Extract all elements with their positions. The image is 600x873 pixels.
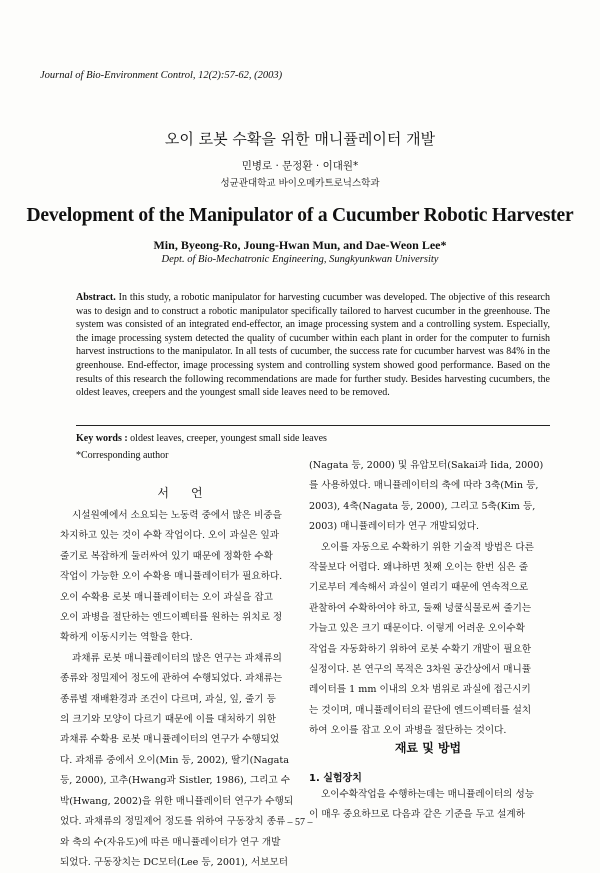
text-line: 등, 2000), 고추(Hwang과 Sistler, 1986), 그리고 수 [60, 775, 291, 787]
abstract-text: In this study, a robotic manipulator for harvesting cucumber was developed. The objective of this research was to design and to construct a robotic manipulator specifically tailored to harvest cucumber in the greenhouse. The system was consisted of an integrated end-effector, an image processing system and a controlling system. Especially, the image processing system detected the quality of cucumber within each plant in order for the computer to furnish harvest instructions to the manipulator. In all tests of cucumber, the success rate for cucumber harvest was 84% in the greenhouse. End-effector, image processing system and controlling system showed good performance. Based on the results of this research the following recommendations are made for further study. Besides harvesting cucumbers, the oldest leaves, creepers and the youngest small side leaves need to be removed. [76, 292, 550, 399]
text-line: 박(Hwang, 2002)을 위한 매니퓰레이터 연구가 수행되 [60, 795, 294, 807]
text-line: 하여 오이를 잡고 오이 과병을 절단하는 것이다. [309, 725, 507, 737]
page-number: – 57 – [287, 817, 313, 828]
english-authors: Min, Byeong-Ro, Joung-Hwan Mun, and Dae-Weon Lee* [153, 238, 447, 252]
text-line: 되었다. 구동장치는 DC모터(Lee 등, 2001), 서보모터 [60, 856, 289, 868]
text-line: 가늘고 있은 크기 때문이다. 이렇게 어려운 오이수확 [309, 623, 525, 635]
text-line: 다. 과채류 중에서 오이(Min 등, 2002), 딸기(Nagata [60, 754, 289, 766]
text-line: 2003), 4축(Nagata 등, 2000), 그리고 5축(Kim 등, [309, 500, 536, 512]
text-line: 의 크기와 모양이 다르기 때문에 이를 대처하기 위한 [60, 714, 276, 726]
text-line: 오이수확작업을 수행하는데는 매니퓰레이터의 성능 [321, 789, 535, 800]
text-line: 줄기로 복잡하게 둘러싸여 있기 때문에 정확한 수확 [60, 550, 273, 562]
section-divider [76, 425, 550, 426]
text-line: 이 매우 중요하므로 다음과 같은 기준을 두고 설계하 [309, 809, 525, 821]
methods-heading: 재료 및 방법 [394, 741, 462, 755]
introduction-heading: 서언 [157, 486, 225, 500]
text-line: (Nagata 등, 2000) 및 유압모터(Sakai과 Iida, 2000) [309, 460, 544, 471]
journal-citation: Journal of Bio-Environment Control, 12(2):57-62, (2003) [40, 70, 283, 81]
text-line: 는 것이며, 매니퓰레이터의 끝단에 엔드이펙터를 설치 [309, 704, 532, 716]
abstract [76, 291, 550, 400]
corresponding-author-note: *Corresponding author [76, 450, 169, 461]
text-line: 차지하고 있는 것이 수확 작업이다. 오이 과실은 잎과 [60, 530, 280, 542]
english-affiliation: Dept. of Bio-Mechatronic Engineering, Sungkyunkwan University [161, 254, 439, 265]
english-title: Development of the Manipulator of a Cucumber Robotic Harvester [26, 205, 574, 226]
text-line: 를 사용하였다. 매니퓰레이터의 축에 따라 3축(Min 등, [309, 480, 539, 492]
text-line: 작업이 가능한 오이 수확용 매니퓰레이터가 필요하다. [60, 571, 283, 583]
text-line: 오이 과병을 절단하는 엔드이펙터를 원하는 위치로 정 [60, 612, 283, 624]
text-line: 기로부터 계속해서 과실이 열리기 때문에 연속적으로 [309, 582, 529, 594]
text-line: 과채류 로봇 매니퓰레이터의 많은 연구는 과채류의 [72, 652, 282, 664]
korean-title: 오이 로봇 수확을 위한 매니퓰레이터 개발 [164, 130, 436, 148]
text-line: 작업을 자동화하기 위하여 로봇 수확기 개발이 필요한 [309, 643, 532, 655]
text-line: 오이를 자동으로 수확하기 위한 기술적 방법은 다른 [321, 541, 534, 553]
text-line: 실정이다. 본 연구의 목적은 3차원 공간상에서 매니퓰 [309, 664, 532, 676]
text-line: 확하게 이동시키는 역할을 한다. [60, 632, 193, 644]
text-line: 2003) 매니퓰레이터가 연구 개발되었다. [309, 521, 480, 533]
text-line: 작물보다 어렵다. 왜냐하면 첫째 오이는 한번 심은 줄 [309, 562, 529, 574]
text-line: 었다. 과채류의 정밀제어 정도를 위하여 구동장치 종류 [60, 816, 286, 828]
introduction-right-column [309, 456, 547, 742]
korean-authors: 민병로 · 문정환 · 이대원* [241, 160, 359, 172]
text-line: 종류별 재배환경과 조건이 다르며, 과실, 잎, 줄기 등 [60, 693, 276, 705]
subsection-heading: 1. 실험장치 [309, 773, 362, 784]
text-line: 종류와 정밀제어 정도에 관하여 수행되었다. 과채류는 [60, 673, 283, 685]
korean-affiliation: 성균관대학교 바이오메카트로닉스학과 [220, 178, 380, 189]
text-line: 시설원예에서 소요되는 노동력 중에서 많은 비중을 [72, 510, 282, 521]
text-line: 와 축의 수(자유도)에 따른 매니퓰레이터가 연구 개발 [60, 836, 281, 848]
text-line: 오이 수확용 로봇 매니퓰레이터는 오이 과실을 잡고 [60, 591, 273, 603]
keywords-text: oldest leaves, creeper, youngest small side leaves [130, 433, 327, 444]
text-line: 과채류 수확용 로봇 매니퓰레이터의 연구가 수행되었 [60, 734, 280, 746]
keywords [76, 433, 327, 444]
text-line: 레이터를 1 mm 이내의 오차 범위로 과실에 접근시키 [309, 684, 531, 696]
abstract-label: Abstract. [76, 292, 116, 303]
text-line: 관찰하여 수확하여야 하고, 둘째 넝쿨식물로써 줄기는 [309, 602, 532, 614]
keywords-label: Key words : [76, 433, 128, 444]
